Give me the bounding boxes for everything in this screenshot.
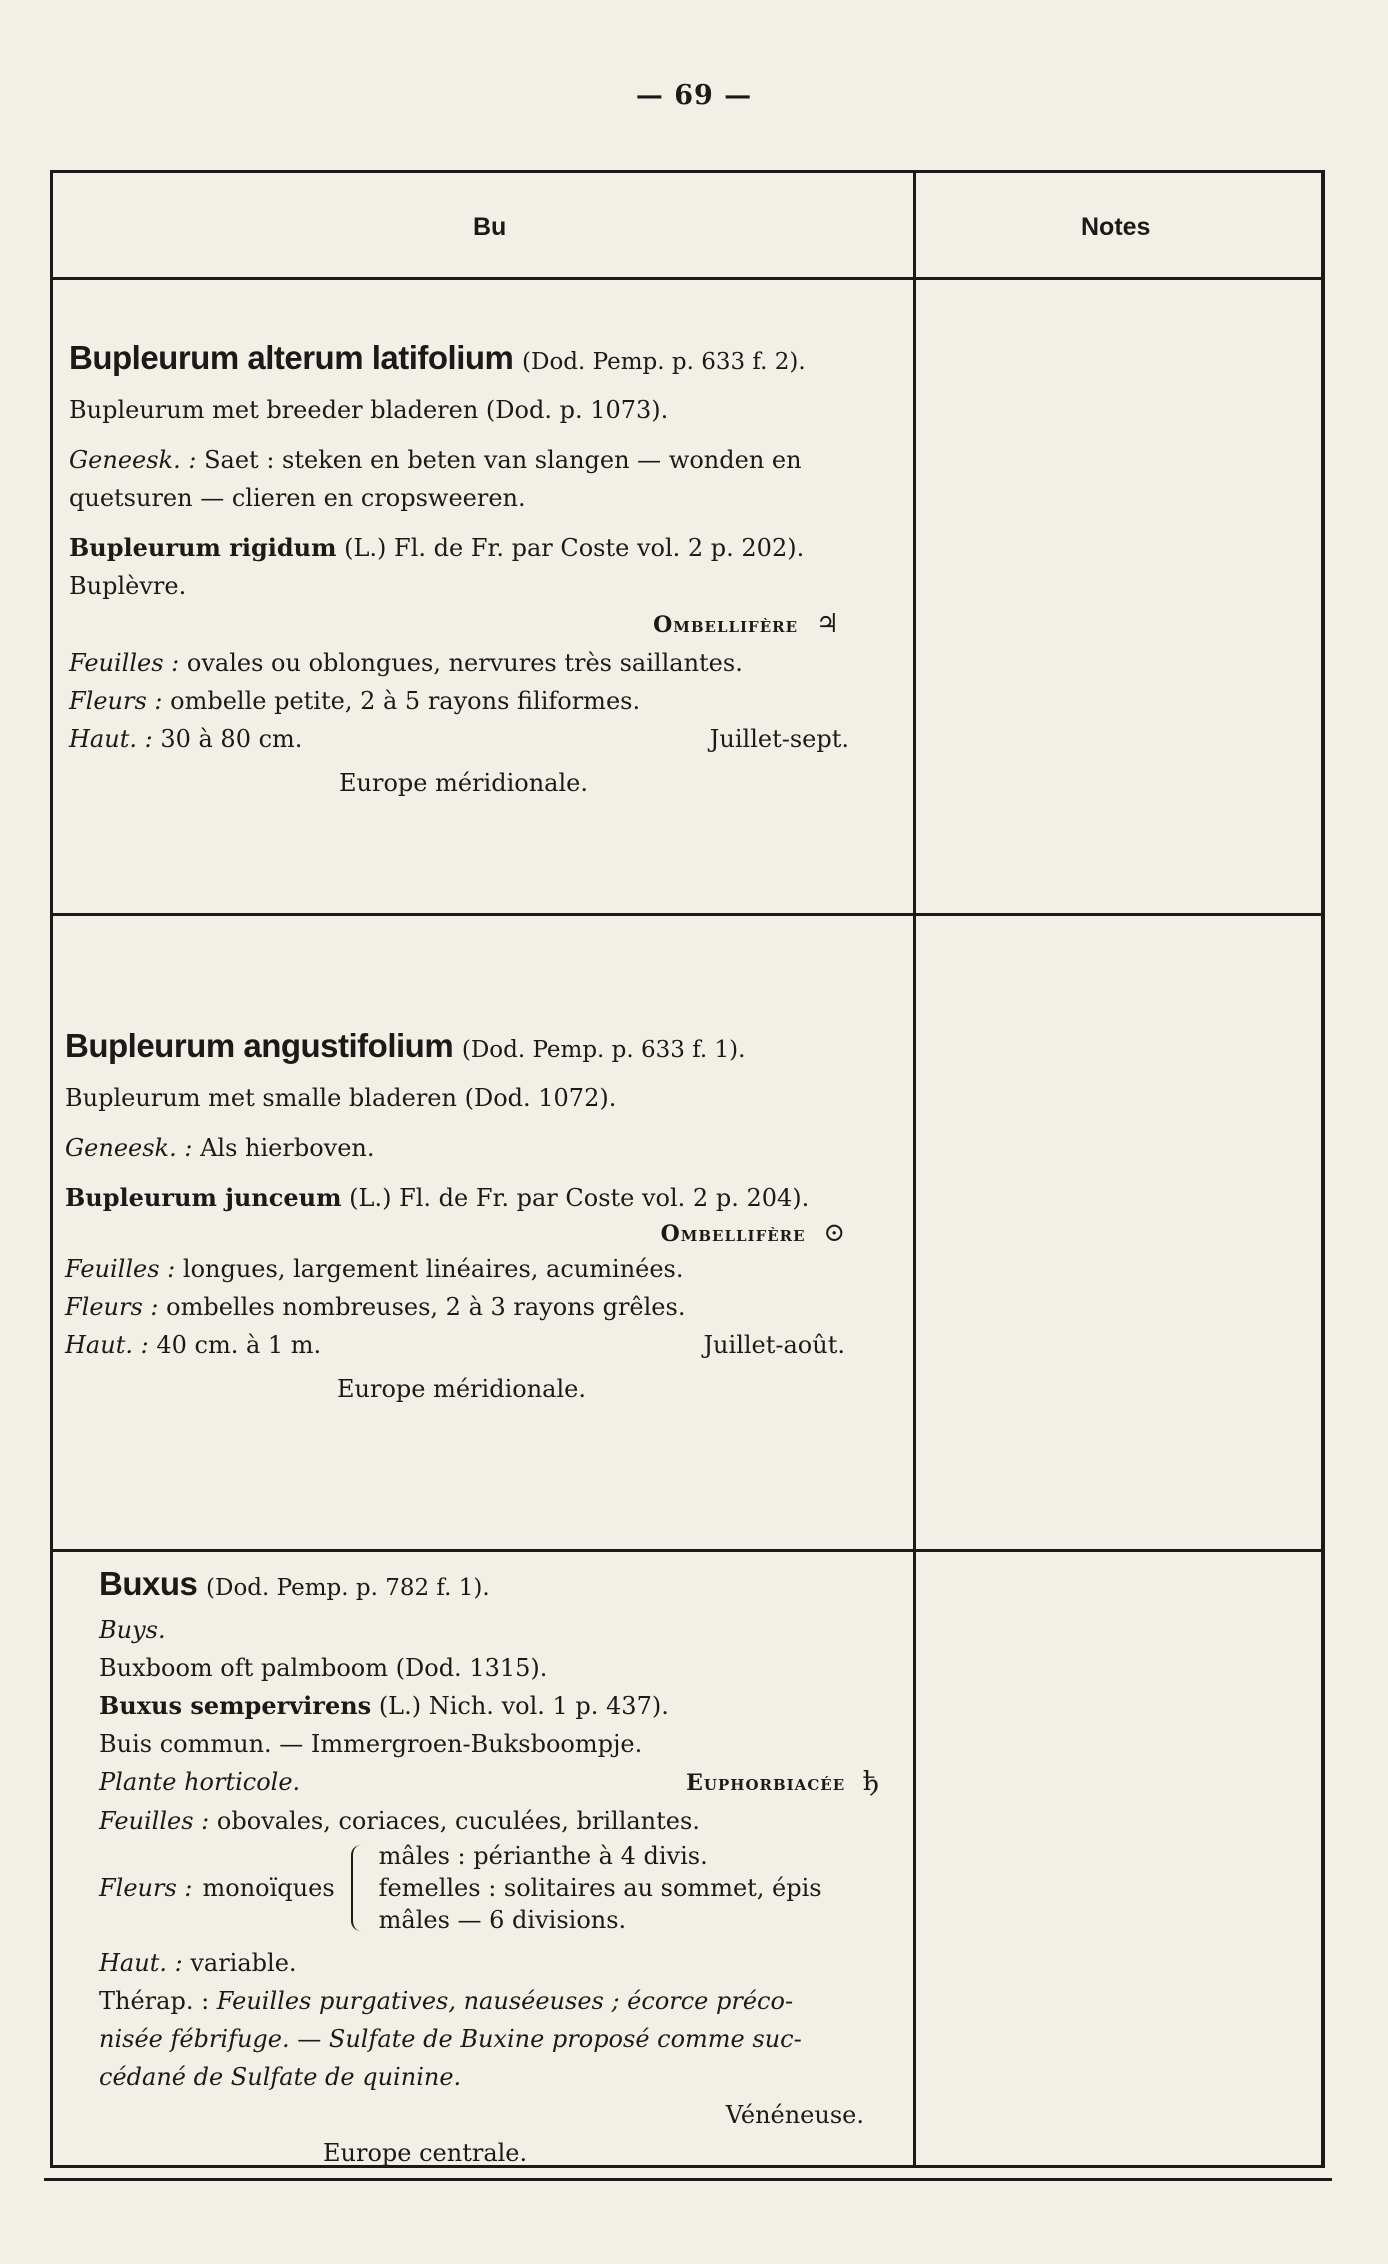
fleurs-male: mâles : périanthe à 4 divis. — [378, 1842, 708, 1870]
feuilles-label: Feuilles : — [65, 1255, 176, 1283]
haut-label: Haut. : — [99, 1949, 183, 1977]
geneesk-text: Als hierboven. — [200, 1134, 375, 1162]
geneesk-label: Geneesk. : — [65, 1134, 193, 1162]
column-header-notes: Notes — [1081, 213, 1151, 241]
shrub-symbol-icon: ђ — [862, 1767, 879, 1797]
fleurs-text: ombelle petite, 2 à 5 rayons filiformes. — [170, 687, 641, 715]
fleurs-label: Fleurs : — [69, 687, 163, 715]
toxicity: Vénéneuse. — [725, 2101, 864, 2129]
geneesk-text: Saet : steken en beten van slangen — wonden en — [204, 446, 802, 474]
dutch-name: Bupleurum met smalle bladeren (Dod. 1072). — [65, 1084, 617, 1112]
entry-divider — [53, 913, 1321, 916]
species-line — [69, 529, 899, 567]
therap-text: Feuilles purgatives, nauséeuses ; écorce préco- — [216, 1987, 794, 2015]
dodoens-reference: (Dod. Pemp. p. 633 f. 2). — [522, 349, 806, 375]
dodoens-reference: (Dod. Pemp. p. 633 f. 1). — [461, 1037, 746, 1063]
dutch-name: Buxboom oft palmboom (Dod. 1315). — [99, 1654, 548, 1682]
feuilles-text: ovales ou oblongues, nervures très saillantes. — [186, 649, 743, 677]
entry-bupleurum-angustifolium — [65, 1023, 895, 1408]
haut-line — [99, 1944, 919, 1982]
flowering-period: Juillet-sept. — [709, 725, 849, 753]
entry-title — [99, 1561, 919, 1611]
plant-type: Plante horticole. — [99, 1768, 301, 1796]
family-line — [65, 1217, 895, 1250]
fleurs-male-divisions: mâles — 6 divisions. — [378, 1906, 627, 1934]
species-reference: (L.) Nich. vol. 1 p. 437). — [378, 1692, 669, 1720]
fleurs-female: femelles : solitaires au sommet, épis — [378, 1874, 822, 1902]
species-line — [99, 1687, 919, 1725]
fleurs-line — [65, 1288, 895, 1326]
therap-line — [99, 1982, 919, 2020]
dutch-name: Bupleurum met breeder bladeren (Dod. p. 1073). — [69, 396, 669, 424]
table-frame — [50, 170, 1325, 2168]
perennial-symbol-icon: ♃ — [815, 609, 839, 639]
page-number: — 69 — — [635, 80, 753, 111]
genus-name: Bupleurum angustifolium — [65, 1027, 454, 1064]
haut-label: Haut. : — [69, 725, 153, 753]
flowering-period: Juillet-août. — [703, 1331, 845, 1359]
species-reference: (L.) Fl. de Fr. par Coste vol. 2 p. 202). — [344, 534, 805, 562]
family-line — [69, 605, 899, 644]
column-header-left: Bu — [473, 213, 507, 241]
french-name: Buis commun. — Immergroen-Buksboompje. — [99, 1730, 643, 1758]
feuilles-label: Feuilles : — [69, 649, 180, 677]
genus-name: Bupleurum alterum latifolium — [69, 339, 514, 376]
fleurs-block — [99, 1840, 919, 1936]
fleurs-label: Fleurs : — [99, 1874, 193, 1902]
haut-line — [65, 1326, 895, 1364]
old-name: Buys. — [99, 1616, 166, 1644]
fleurs-text: ombelles nombreuses, 2 à 3 rayons grêles. — [166, 1293, 686, 1321]
region: Europe centrale. — [323, 2139, 528, 2167]
species-name: Buxus sempervirens — [99, 1691, 372, 1720]
entry-buxus — [99, 1561, 919, 2172]
species-name: Bupleurum rigidum — [69, 533, 337, 562]
dodoens-reference: (Dod. Pemp. p. 782 f. 1). — [206, 1575, 490, 1601]
family-name: Ombellifère — [660, 1221, 806, 1247]
header-rule — [53, 277, 1321, 280]
feuilles-label: Feuilles : — [99, 1807, 210, 1835]
species-reference: (L.) Fl. de Fr. par Coste vol. 2 p. 204). — [349, 1184, 810, 1212]
entry-divider — [53, 1549, 1321, 1552]
haut-line — [69, 720, 899, 758]
feuilles-text: obovales, coriaces, cuculées, brillantes. — [216, 1807, 700, 1835]
geneesk-line — [69, 441, 899, 479]
genus-name: Buxus — [99, 1565, 198, 1602]
plant-type-line — [99, 1763, 919, 1802]
geneesk-continuation: quetsuren — clieren en cropsweeren. — [69, 484, 526, 512]
region: Europe méridionale. — [337, 1375, 586, 1403]
entry-title — [69, 335, 899, 385]
haut-text: 40 cm. à 1 m. — [156, 1331, 322, 1359]
species-line — [65, 1179, 895, 1217]
therap-continuation: cédané de Sulfate de quinine. — [99, 2063, 462, 2091]
annual-symbol-icon: ⊙ — [823, 1218, 845, 1248]
fleurs-line — [69, 682, 899, 720]
family-name: Euphorbiacée — [686, 1770, 846, 1796]
geneesk-line — [65, 1129, 895, 1167]
region: Europe méridionale. — [339, 769, 588, 797]
geneesk-label: Geneesk. : — [69, 446, 197, 474]
brace-icon — [351, 1845, 367, 1931]
family-name: Ombellifère — [653, 612, 799, 638]
bottom-rule — [44, 2178, 1332, 2181]
species-name: Bupleurum junceum — [65, 1183, 342, 1212]
haut-text: variable. — [190, 1949, 297, 1977]
feuilles-line — [69, 644, 899, 682]
fleurs-label: Fleurs : — [65, 1293, 159, 1321]
fleurs-text: monoïques — [202, 1874, 335, 1902]
haut-label: Haut. : — [65, 1331, 149, 1359]
feuilles-text: longues, largement linéaires, acuminées. — [182, 1255, 684, 1283]
feuilles-line — [99, 1802, 919, 1840]
fleurs-detail — [379, 1840, 822, 1936]
entry-title — [65, 1023, 895, 1073]
entry-bupleurum-alterum — [69, 335, 899, 802]
haut-text: 30 à 80 cm. — [160, 725, 303, 753]
therap-label: Thérap. : — [99, 1987, 210, 2015]
therap-continuation: nisée fébrifuge. — Sulfate de Buxine proposé comme suc- — [99, 2025, 802, 2053]
feuilles-line — [65, 1250, 895, 1288]
french-name: Buplèvre. — [69, 572, 187, 600]
